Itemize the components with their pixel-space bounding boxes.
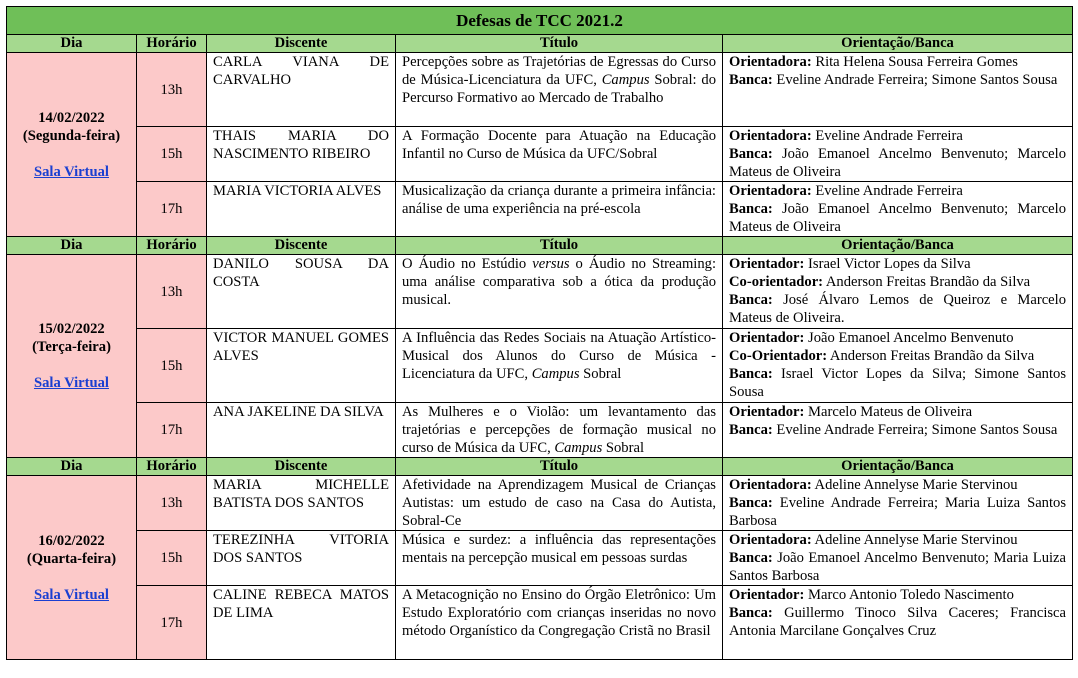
time-cell: 15h (137, 329, 207, 403)
virtual-room-link[interactable]: Sala Virtual (33, 375, 109, 391)
time-cell: 13h (137, 53, 207, 127)
virtual-room-link[interactable]: Sala Virtual (33, 586, 109, 603)
table-row (7, 586, 1073, 660)
header-orientacao: Orientação/Banca (723, 35, 1073, 53)
title-cell: As Mulheres e o Violão: um levantamento das trajetórias e percepções de formação musical no curso de Música da UFC, Campus Sobral (396, 403, 723, 458)
header-dia: Dia (7, 458, 137, 476)
committee-cell: Orientadora: Adeline Annelyse Marie Stervinou Banca: Eveline Andrade Ferreira; Maria Luiza Santos Barbosa (723, 476, 1073, 531)
time-cell: 13h (137, 255, 207, 329)
header-discente: Discente (207, 237, 396, 255)
day-cell (7, 53, 137, 237)
header-dia: Dia (7, 237, 137, 255)
header-titulo: Título (396, 458, 723, 476)
header-discente: Discente (207, 458, 396, 476)
title-cell: Musicalização da criança durante a primeira infância: análise de uma experiência na pré-escola (396, 182, 723, 237)
header-row (7, 35, 1073, 53)
committee-cell: Orientador: Marcelo Mateus de Oliveira Banca: Eveline Andrade Ferreira; Simone Santos Sousa (723, 403, 1073, 458)
title-cell: Música e surdez: a influência das representações mentais na percepção musical em pessoas surdas (396, 531, 723, 586)
table-row (7, 476, 1073, 531)
day-weekday: (Quarta-feira) (26, 550, 117, 567)
time-cell: 15h (137, 531, 207, 586)
title-cell: Percepções sobre as Trajetórias de Egressas do Curso de Música-Licenciatura da UFC, Campus Sobral: do Percurso Formativo ao Mercado de Trabalho (396, 53, 723, 127)
student-cell: MARIA MICHELLE BATISTA DOS SANTOS (207, 476, 396, 531)
table-row (7, 403, 1073, 458)
student-cell: VICTOR MANUEL GOMES ALVES (207, 329, 396, 403)
student-cell: TEREZINHA VITORIA DOS SANTOS (207, 531, 396, 586)
day-date: 16/02/2022 (38, 532, 105, 549)
committee-cell: Orientadora: Eveline Andrade Ferreira Banca: João Emanoel Ancelmo Benvenuto; Marcelo Mateus de Oliveira (723, 182, 1073, 237)
day-weekday: (Segunda-feira) (22, 127, 121, 144)
day-cell (7, 255, 137, 458)
time-cell: 13h (137, 476, 207, 531)
committee-cell: Orientador: Marco Antonio Toledo Nascimento Banca: Guillermo Tinoco Silva Caceres; Francisca Antonia Marcilane Gonçalves Cruz (723, 586, 1073, 660)
table-row (7, 127, 1073, 182)
day-date: 15/02/2022 (38, 321, 105, 337)
student-cell: THAIS MARIA DO NASCIMENTO RIBEIRO (207, 127, 396, 182)
committee-cell: Orientadora: Eveline Andrade Ferreira Banca: João Emanoel Ancelmo Benvenuto; Marcelo Mateus de Oliveira (723, 127, 1073, 182)
student-cell: CALINE REBECA MATOS DE LIMA (207, 586, 396, 660)
header-dia: Dia (7, 35, 137, 53)
committee-cell: Orientador: Israel Victor Lopes da Silva Co-orientador: Anderson Freitas Brandão da Silva Banca: José Álvaro Lemos de Queiroz e Marcelo Mateus de Oliveira. (723, 255, 1073, 329)
day-date: 14/02/2022 (38, 109, 105, 126)
header-titulo: Título (396, 237, 723, 255)
committee-cell: Orientador: João Emanoel Ancelmo Benvenuto Co-Orientador: Anderson Freitas Brandão da Silva Banca: Israel Victor Lopes da Silva; Simone Santos Sousa (723, 329, 1073, 403)
header-horario: Horário (137, 458, 207, 476)
header-discente: Discente (207, 35, 396, 53)
student-cell: DANILO SOUSA DA COSTA (207, 255, 396, 329)
defense-schedule-table (6, 6, 1073, 660)
document-title: Defesas de TCC 2021.2 (7, 7, 1073, 35)
title-cell: O Áudio no Estúdio versus o Áudio no Streaming: uma análise comparativa sob a ótica da produção musical. (396, 255, 723, 329)
header-row (7, 458, 1073, 476)
title-cell: A Influência das Redes Sociais na Atuação Artístico-Musical dos Alunos do Curso de Música - Licenciatura da UFC, Campus Sobral (396, 329, 723, 403)
virtual-room-link[interactable]: Sala Virtual (33, 163, 109, 180)
time-cell: 17h (137, 182, 207, 237)
header-row (7, 237, 1073, 255)
day-cell (7, 476, 137, 660)
table-row (7, 531, 1073, 586)
header-horario: Horário (137, 35, 207, 53)
header-orientacao: Orientação/Banca (723, 237, 1073, 255)
table-row (7, 255, 1073, 329)
header-titulo: Título (396, 35, 723, 53)
table-row (7, 53, 1073, 127)
student-cell: CARLA VIANA DE CARVALHO (207, 53, 396, 127)
time-cell: 15h (137, 127, 207, 182)
table-row (7, 329, 1073, 403)
title-cell: A Formação Docente para Atuação na Educação Infantil no Curso de Música da UFC/Sobral (396, 127, 723, 182)
table-row (7, 182, 1073, 237)
committee-cell: Orientadora: Rita Helena Sousa Ferreira Gomes Banca: Eveline Andrade Ferreira; Simone Santos Sousa (723, 53, 1073, 127)
title-cell: A Metacognição no Ensino do Órgão Eletrônico: Um Estudo Exploratório com crianças inseridas no novo método Organístico da Congregação Cristã no Brasil (396, 586, 723, 660)
time-cell: 17h (137, 586, 207, 660)
student-cell: MARIA VICTORIA ALVES (207, 182, 396, 237)
student-cell: ANA JAKELINE DA SILVA (207, 403, 396, 458)
header-orientacao: Orientação/Banca (723, 458, 1073, 476)
header-horario: Horário (137, 237, 207, 255)
committee-cell: Orientadora: Adeline Annelyse Marie Stervinou Banca: João Emanoel Ancelmo Benvenuto; Maria Luiza Santos Barbosa (723, 531, 1073, 586)
time-cell: 17h (137, 403, 207, 458)
day-weekday: (Terça-feira) (32, 339, 111, 355)
title-cell: Afetividade na Aprendizagem Musical de Crianças Autistas: um estudo de caso na Casa do Autista, Sobral-Ce (396, 476, 723, 531)
